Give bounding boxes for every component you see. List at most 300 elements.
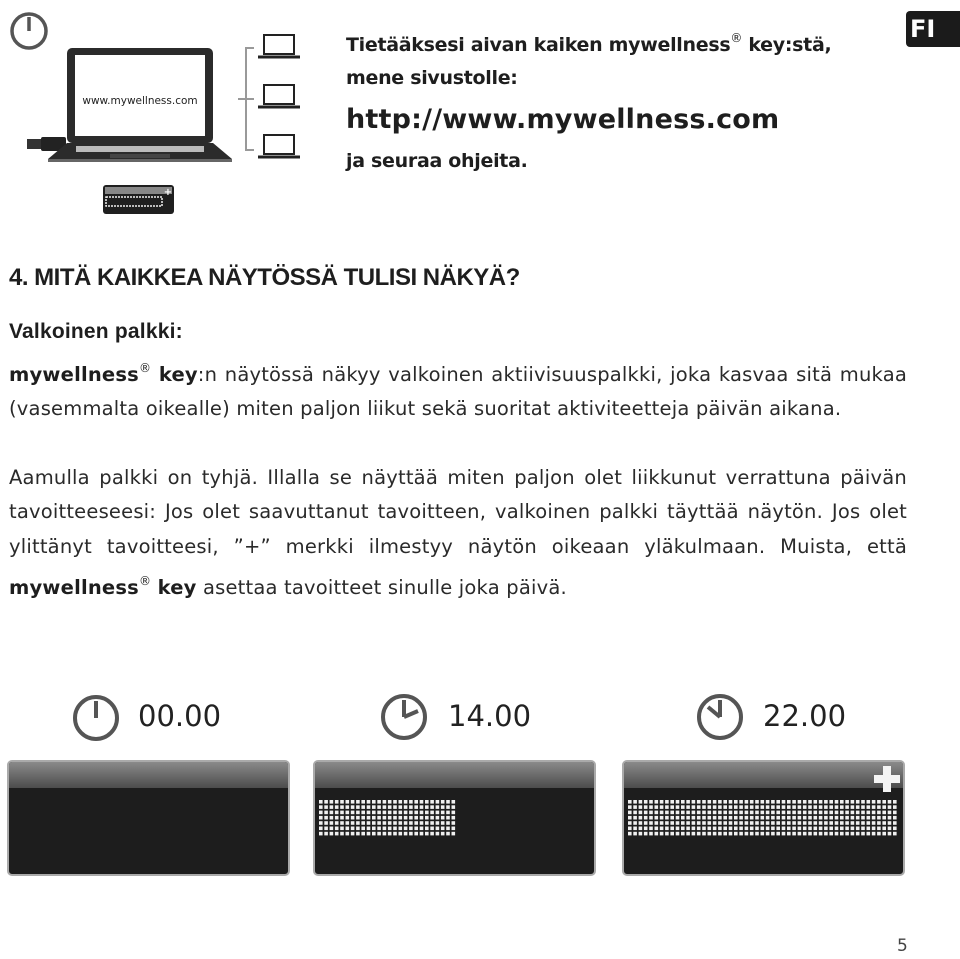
- activity-pixel: [835, 816, 839, 820]
- activity-pixel: [835, 832, 839, 836]
- activity-pixel: [404, 816, 408, 820]
- activity-pixel: [835, 811, 839, 815]
- activity-pixel: [420, 816, 424, 820]
- activity-pixel: [755, 805, 759, 809]
- activity-pixel: [399, 832, 403, 836]
- activity-pixel: [867, 821, 871, 825]
- activity-pixel: [787, 800, 791, 804]
- activity-pixel: [361, 805, 365, 809]
- activity-pixel: [745, 832, 749, 836]
- activity-pixel: [425, 832, 429, 836]
- activity-pixel: [888, 811, 892, 815]
- clock-icon-midnight: [72, 693, 122, 743]
- activity-pixel: [676, 805, 680, 809]
- activity-pixel: [713, 827, 717, 831]
- activity-pixel: [681, 827, 685, 831]
- activity-pixel: [351, 811, 355, 815]
- activity-pixel: [681, 832, 685, 836]
- activity-pixel: [814, 832, 818, 836]
- activity-pixel: [377, 821, 381, 825]
- activity-pixel: [676, 816, 680, 820]
- activity-pixel: [729, 832, 733, 836]
- activity-pixel: [665, 821, 669, 825]
- activity-pixel: [814, 805, 818, 809]
- activity-pixel: [861, 805, 865, 809]
- activity-pixel: [452, 811, 456, 815]
- activity-pixel: [665, 800, 669, 804]
- setup-illustration: [0, 0, 330, 225]
- activity-pixel: [446, 800, 450, 804]
- activity-pixel: [633, 816, 637, 820]
- activity-pixel: [798, 821, 802, 825]
- activity-pixel: [888, 800, 892, 804]
- activity-pixel: [708, 821, 712, 825]
- activity-pixel: [346, 800, 350, 804]
- activity-pixel: [351, 832, 355, 836]
- activity-pixel: [665, 827, 669, 831]
- activity-pixel: [782, 821, 786, 825]
- activity-pixel: [404, 821, 408, 825]
- activity-pixel: [388, 805, 392, 809]
- activity-pixel: [649, 827, 653, 831]
- activity-pixel: [670, 816, 674, 820]
- activity-pixel: [798, 827, 802, 831]
- activity-pixel: [393, 832, 397, 836]
- intro-line-4: ja seuraa ohjeita.: [346, 150, 528, 172]
- activity-bar: [624, 762, 903, 874]
- activity-pixel: [856, 832, 860, 836]
- activity-pixel: [798, 816, 802, 820]
- activity-pixel: [639, 816, 643, 820]
- activity-pixel: [404, 805, 408, 809]
- activity-pixel: [808, 821, 812, 825]
- activity-pixel: [681, 816, 685, 820]
- activity-pixel: [808, 811, 812, 815]
- activity-pixel: [330, 827, 334, 831]
- activity-pixel: [882, 816, 886, 820]
- activity-pixel: [845, 832, 849, 836]
- activity-pixel: [734, 811, 738, 815]
- activity-pixel: [845, 816, 849, 820]
- activity-pixel: [372, 832, 376, 836]
- activity-pixel: [649, 800, 653, 804]
- activity-pixel: [787, 827, 791, 831]
- activity-pixel: [383, 800, 387, 804]
- activity-pixel: [787, 805, 791, 809]
- activity-pixel: [893, 816, 897, 820]
- activity-pixel: [697, 805, 701, 809]
- activity-pixel: [356, 805, 360, 809]
- intro-line-1: Tietääksesi aivan kaiken mywellness® key:stä,: [346, 31, 832, 56]
- activity-pixel: [335, 821, 339, 825]
- activity-pixel: [628, 805, 632, 809]
- activity-pixel: [649, 832, 653, 836]
- activity-pixel: [713, 800, 717, 804]
- time-row-2: [380, 693, 600, 743]
- activity-pixel: [388, 811, 392, 815]
- activity-pixel: [420, 800, 424, 804]
- activity-pixel: [729, 816, 733, 820]
- activity-pixel: [692, 832, 696, 836]
- activity-pixel: [792, 805, 796, 809]
- activity-pixel: [377, 832, 381, 836]
- activity-pixel: [324, 832, 328, 836]
- page-number: 5: [897, 936, 908, 956]
- activity-pixel: [761, 811, 765, 815]
- activity-pixel: [660, 827, 664, 831]
- clock-icon: [12, 14, 46, 48]
- activity-pixel: [798, 805, 802, 809]
- activity-pixel: [686, 821, 690, 825]
- activity-pixel: [766, 805, 770, 809]
- activity-pixel: [655, 811, 659, 815]
- activity-pixel: [782, 800, 786, 804]
- activity-pixel: [867, 827, 871, 831]
- activity-pixel: [356, 827, 360, 831]
- activity-pixel: [436, 827, 440, 831]
- activity-pixel: [776, 832, 780, 836]
- activity-pixel: [803, 811, 807, 815]
- activity-pixel: [340, 811, 344, 815]
- activity-pixel: [420, 832, 424, 836]
- activity-pixel: [660, 821, 664, 825]
- activity-pixel: [420, 827, 424, 831]
- activity-pixel: [356, 821, 360, 825]
- activity-pixel: [697, 800, 701, 804]
- activity-pixel: [393, 827, 397, 831]
- activity-pixel: [718, 816, 722, 820]
- activity-pixel: [792, 832, 796, 836]
- activity-pixel: [644, 805, 648, 809]
- activity-pixel: [845, 800, 849, 804]
- activity-pixel: [346, 827, 350, 831]
- activity-pixel: [792, 800, 796, 804]
- activity-pixel: [430, 811, 434, 815]
- activity-pixel: [644, 827, 648, 831]
- activity-pixel: [628, 827, 632, 831]
- activity-pixel: [692, 805, 696, 809]
- activity-pixel: [324, 805, 328, 809]
- activity-pixel: [452, 805, 456, 809]
- website-url-link[interactable]: http://www.mywellness.com: [346, 104, 780, 135]
- activity-pixel: [882, 821, 886, 825]
- activity-pixel: [718, 827, 722, 831]
- activity-pixel: [665, 811, 669, 815]
- activity-pixel: [723, 805, 727, 809]
- activity-pixel: [676, 811, 680, 815]
- activity-pixel: [356, 811, 360, 815]
- activity-pixel: [713, 811, 717, 815]
- activity-pixel: [819, 821, 823, 825]
- activity-pixel: [882, 811, 886, 815]
- activity-pixel: [867, 816, 871, 820]
- time-row-3: [696, 693, 916, 743]
- activity-pixel: [803, 821, 807, 825]
- activity-pixel: [414, 816, 418, 820]
- activity-pixel: [330, 816, 334, 820]
- activity-pixel: [840, 832, 844, 836]
- activity-pixel: [372, 816, 376, 820]
- activity-pixel: [761, 827, 765, 831]
- activity-pixel: [835, 805, 839, 809]
- activity-pixel: [782, 805, 786, 809]
- activity-pixel: [383, 827, 387, 831]
- activity-pixel: [877, 821, 881, 825]
- activity-pixel: [452, 800, 456, 804]
- activity-pixel: [787, 832, 791, 836]
- activity-pixel: [649, 816, 653, 820]
- activity-pixel: [808, 827, 812, 831]
- activity-pixel: [446, 805, 450, 809]
- activity-pixel: [861, 827, 865, 831]
- activity-pixel: [882, 832, 886, 836]
- activity-pixel: [356, 832, 360, 836]
- activity-pixel: [430, 827, 434, 831]
- activity-pixel: [377, 811, 381, 815]
- activity-pixel: [425, 816, 429, 820]
- activity-pixel: [713, 821, 717, 825]
- activity-pixel: [766, 832, 770, 836]
- activity-pixel: [670, 821, 674, 825]
- activity-pixel: [660, 800, 664, 804]
- activity-pixel: [377, 805, 381, 809]
- activity-pixel: [872, 827, 876, 831]
- activity-pixel: [330, 805, 334, 809]
- activity-pixel: [335, 805, 339, 809]
- activity-pixel: [761, 816, 765, 820]
- activity-pixel: [324, 816, 328, 820]
- activity-pixel: [739, 832, 743, 836]
- activity-pixel: [824, 827, 828, 831]
- activity-pixel: [867, 805, 871, 809]
- activity-pixel: [686, 832, 690, 836]
- activity-pixel: [893, 811, 897, 815]
- activity-pixel: [409, 805, 413, 809]
- activity-pixel: [782, 816, 786, 820]
- activity-pixel: [420, 821, 424, 825]
- activity-pixel: [633, 821, 637, 825]
- laptop-icon: [48, 48, 232, 162]
- activity-pixel: [330, 811, 334, 815]
- activity-pixel: [441, 805, 445, 809]
- activity-pixel: [399, 811, 403, 815]
- activity-pixel: [655, 800, 659, 804]
- activity-pixel: [681, 800, 685, 804]
- activity-pixel: [755, 811, 759, 815]
- activity-pixel: [404, 811, 408, 815]
- activity-pixel: [872, 821, 876, 825]
- activity-pixel: [750, 816, 754, 820]
- paragraph-1: mywellness® key:n näytössä näkyy valkoinen aktiivisuuspalkki, joka kasvaa sitä mukaa (vasemmalta oikealle) miten paljon liikut sekä suoritat aktiviteetteja päivän aikana.: [9, 361, 907, 421]
- activity-pixel: [372, 805, 376, 809]
- activity-pixel: [409, 827, 413, 831]
- activity-pixel: [771, 805, 775, 809]
- activity-pixel: [655, 832, 659, 836]
- activity-pixel: [840, 805, 844, 809]
- activity-pixel: [393, 821, 397, 825]
- activity-pixel: [877, 800, 881, 804]
- activity-pixel: [644, 821, 648, 825]
- activity-pixel: [734, 805, 738, 809]
- activity-pixel: [335, 832, 339, 836]
- activity-pixel: [723, 827, 727, 831]
- activity-pixel: [351, 816, 355, 820]
- activity-pixel: [856, 811, 860, 815]
- activity-pixel: [723, 811, 727, 815]
- activity-pixel: [361, 800, 365, 804]
- activity-pixel: [628, 832, 632, 836]
- activity-pixel: [409, 816, 413, 820]
- activity-pixel: [361, 832, 365, 836]
- activity-pixel: [639, 832, 643, 836]
- activity-pixel: [351, 827, 355, 831]
- activity-pixel: [356, 816, 360, 820]
- activity-pixel: [840, 811, 844, 815]
- activity-pixel: [393, 816, 397, 820]
- activity-pixel: [436, 816, 440, 820]
- activity-pixel: [867, 800, 871, 804]
- activity-pixel: [702, 832, 706, 836]
- activity-pixel: [745, 805, 749, 809]
- activity-pixel: [771, 827, 775, 831]
- activity-pixel: [745, 811, 749, 815]
- activity-pixel: [670, 805, 674, 809]
- activity-pixel: [861, 811, 865, 815]
- activity-pixel: [851, 816, 855, 820]
- activity-pixel: [319, 800, 323, 804]
- activity-pixel: [319, 832, 323, 836]
- activity-pixel: [676, 827, 680, 831]
- activity-pixel: [649, 821, 653, 825]
- activity-pixel: [446, 811, 450, 815]
- activity-pixel: [739, 805, 743, 809]
- activity-pixel: [729, 827, 733, 831]
- activity-pixel: [367, 827, 371, 831]
- activity-pixel: [702, 800, 706, 804]
- activity-pixel: [755, 827, 759, 831]
- activity-pixel: [872, 816, 876, 820]
- activity-pixel: [755, 821, 759, 825]
- activity-pixel: [414, 805, 418, 809]
- activity-pixel: [681, 805, 685, 809]
- activity-pixel: [388, 827, 392, 831]
- activity-pixel: [723, 816, 727, 820]
- activity-pixel: [808, 800, 812, 804]
- activity-pixel: [660, 805, 664, 809]
- activity-pixel: [718, 821, 722, 825]
- activity-pixel: [649, 811, 653, 815]
- activity-pixel: [681, 811, 685, 815]
- activity-pixel: [792, 827, 796, 831]
- activity-pixel: [872, 811, 876, 815]
- activity-pixel: [893, 827, 897, 831]
- activity-pixel: [851, 800, 855, 804]
- activity-pixel: [782, 832, 786, 836]
- activity-pixel: [644, 816, 648, 820]
- activity-pixel: [787, 811, 791, 815]
- activity-pixel: [882, 805, 886, 809]
- activity-pixel: [346, 811, 350, 815]
- laptop-screen-url: www.mywellness.com: [82, 95, 198, 107]
- device-display-empty: [7, 760, 290, 876]
- activity-pixel: [877, 811, 881, 815]
- activity-pixel: [628, 816, 632, 820]
- activity-pixel: [399, 805, 403, 809]
- time-label: 00.00: [138, 699, 222, 733]
- activity-pixel: [761, 800, 765, 804]
- activity-pixel: [766, 800, 770, 804]
- activity-pixel: [734, 816, 738, 820]
- activity-pixel: [388, 821, 392, 825]
- activity-pixel: [856, 805, 860, 809]
- activity-pixel: [356, 800, 360, 804]
- activity-pixel: [824, 805, 828, 809]
- activity-pixel: [708, 811, 712, 815]
- activity-pixel: [430, 805, 434, 809]
- activity-pixel: [750, 827, 754, 831]
- activity-pixel: [372, 821, 376, 825]
- activity-pixel: [872, 832, 876, 836]
- activity-pixel: [877, 832, 881, 836]
- activity-pixel: [798, 800, 802, 804]
- subheading: Valkoinen palkki:: [9, 320, 183, 343]
- activity-pixel: [856, 821, 860, 825]
- intro-line-2: mene sivustolle:: [346, 67, 518, 89]
- activity-pixel: [888, 827, 892, 831]
- activity-pixel: [639, 805, 643, 809]
- activity-pixel: [346, 832, 350, 836]
- activity-pixel: [660, 811, 664, 815]
- activity-pixel: [430, 800, 434, 804]
- activity-pixel: [335, 800, 339, 804]
- activity-pixel: [734, 827, 738, 831]
- activity-pixel: [409, 811, 413, 815]
- activity-pixel: [414, 827, 418, 831]
- activity-pixel: [861, 816, 865, 820]
- activity-pixel: [367, 821, 371, 825]
- activity-pixel: [824, 816, 828, 820]
- activity-pixel: [665, 805, 669, 809]
- activity-pixel: [414, 811, 418, 815]
- activity-pixel: [734, 821, 738, 825]
- activity-pixel: [829, 805, 833, 809]
- activity-pixel: [367, 832, 371, 836]
- activity-pixel: [404, 827, 408, 831]
- activity-pixel: [628, 800, 632, 804]
- activity-pixel: [877, 816, 881, 820]
- language-badge: FI: [906, 11, 960, 47]
- activity-pixel: [702, 811, 706, 815]
- activity-pixel: [893, 800, 897, 804]
- activity-pixel: [628, 821, 632, 825]
- activity-pixel: [372, 800, 376, 804]
- activity-pixel: [819, 811, 823, 815]
- activity-pixel: [723, 800, 727, 804]
- activity-pixel: [361, 816, 365, 820]
- activity-pixel: [713, 832, 717, 836]
- activity-pixel: [787, 816, 791, 820]
- activity-pixel: [441, 816, 445, 820]
- activity-pixel: [436, 811, 440, 815]
- activity-pixel: [745, 821, 749, 825]
- activity-pixel: [441, 821, 445, 825]
- activity-pixel: [702, 821, 706, 825]
- intro-text: [346, 22, 831, 178]
- activity-pixel: [782, 811, 786, 815]
- activity-pixel: [633, 811, 637, 815]
- activity-pixel: [335, 827, 339, 831]
- activity-pixel: [686, 800, 690, 804]
